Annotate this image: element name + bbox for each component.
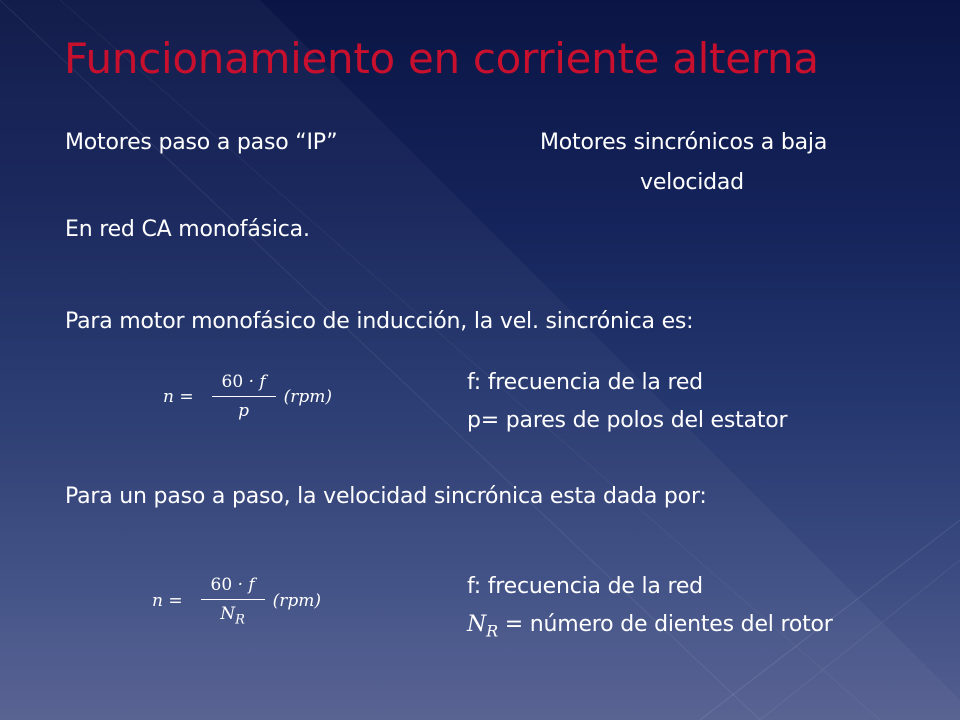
legend-rotor-teeth [467, 612, 833, 640]
legend-frequency-2: f: frecuencia de la red [467, 574, 703, 599]
legend-frequency: f: frecuencia de la red [467, 370, 703, 395]
formula-unit: (rpm) [283, 386, 333, 407]
nr-subscript: R [486, 621, 498, 641]
formula-denominator: p [238, 401, 250, 421]
slide-title: Funcionamiento en corriente alterna [64, 34, 819, 83]
numerator-number: 60 [221, 372, 244, 392]
numerator-variable: · f [232, 575, 255, 595]
formula-lhs: n = [163, 386, 194, 407]
induction-text: Para motor monofásico de inducción, la vel. sincrónica es: [65, 309, 694, 334]
right-heading-line-2: velocidad [640, 170, 744, 195]
formula-stepper [152, 575, 321, 627]
formula-denominator [220, 600, 245, 627]
formula-numerator [216, 372, 272, 396]
numerator-number: 60 [210, 575, 233, 595]
nr-symbol: N [467, 612, 487, 637]
denominator-subscript: R [235, 612, 245, 628]
left-heading: Motores paso a paso “IP” [65, 130, 338, 155]
formula-fraction [201, 575, 265, 627]
nr-description: = número de dientes del rotor [497, 612, 833, 637]
red-ca-text: En red CA monofásica. [65, 217, 310, 242]
stepper-text: Para un paso a paso, la velocidad sincrónica esta dada por: [65, 484, 707, 509]
legend-pole-pairs: p= pares de polos del estator [467, 408, 788, 433]
formula-lhs: n = [152, 591, 183, 612]
formula-numerator [205, 575, 261, 599]
right-heading-line-1: Motores sincrónicos a baja [540, 130, 828, 155]
formula-induction [163, 372, 332, 421]
formula-fraction [212, 372, 276, 421]
formula-unit: (rpm) [272, 591, 322, 612]
denominator-base: N [220, 604, 236, 624]
numerator-variable: · f [243, 372, 266, 392]
